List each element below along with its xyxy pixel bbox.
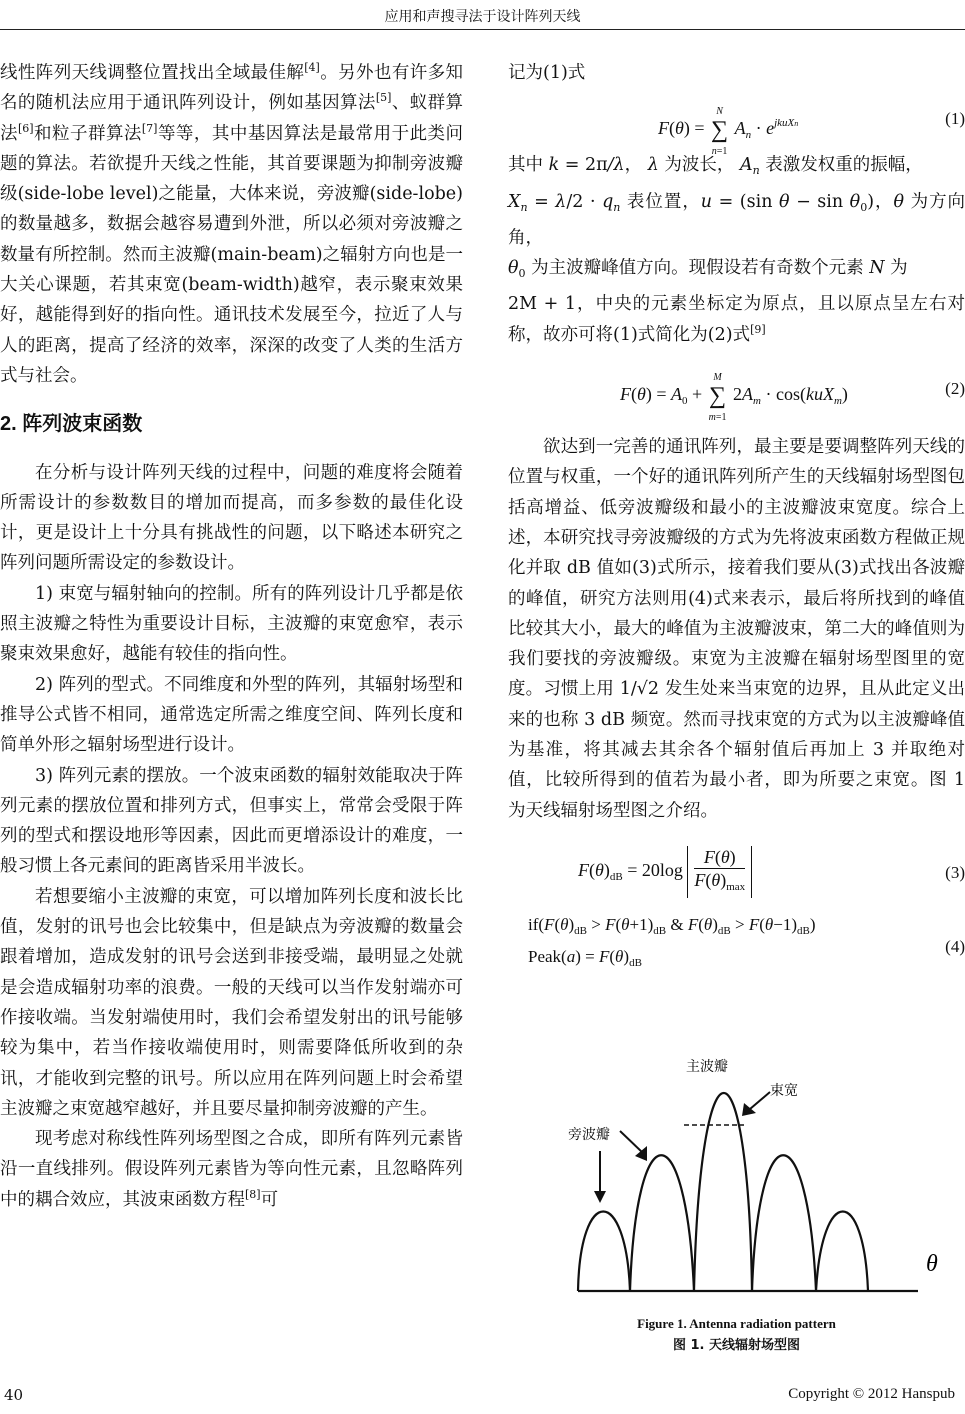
arrow-diagonal — [750, 1092, 770, 1109]
equation-4: $if(F(\theta)_{dB} > F(\theta+1)_{dB}$ & $F(\theta)_{dB} > F(\theta-1)_{dB}$) Peak(a) = $F(\theta)_{dB}$ (4) — [528, 914, 965, 969]
paragraph: $\theta_0$ 为主波瓣峰值方向。现假设若有奇数个元素 N 为 — [508, 258, 908, 281]
paragraph: 现考虑对称线性阵列场型图之合成，即所有阵列元素皆沿一直线排列。假设阵列元素皆为等向性元素，且忽略阵列中的耦合效应，其波束函数方程[8]可 — [0, 1129, 463, 1210]
paragraph: 1) 束宽与辐射轴向的控制。所有的阵列设计几乎都是依照主波瓣之特性为重要设计目标，主波瓣的束宽愈窄，表示聚束效果愈好，越能有较佳的指向性。 — [0, 583, 463, 665]
radiation-pattern-figure — [508, 1045, 965, 1355]
paragraph: 线性阵列天线调整位置找出全域最佳解[4]。另外也有许多知名的随机法应用于通讯阵列设计，例如基因算法[5]、蚁群算法[6]和粒子群算法[7]等等，其中基因算法是最常用于此类问题的算法。若欲提升天线之性能，其首要课题为抑制旁波瓣级(side-lobe level)之能量，大体来说，旁波瓣(side-lobe)的数量越多，数据会越容易遭到外泄，所以必须对旁波瓣之数量有所控制。然而主波瓣(main-beam)之辐射方向也是一大关心课题，若其束宽(beam-width)越窄，表示聚束效果好，越能得到好的指向性。通讯技术发展至今，拉近了人与人的距离，提高了经济的效率，深深的改变了人类的生活方式与社会。 — [0, 61, 464, 386]
paragraph: 若想要缩小主波瓣的束宽，可以增加阵列长度和波长比值，发射的讯号也会比较集中，但是缺点为旁波瓣的数量会跟着增加，造成发射的讯号会送到非接受端，最明显之处就是会造成辐射功率的浪费。一般的天线可以当作发射端亦可作接收端。当发射端使用时，我们会希望发射出的讯号能够较为集中，若当作接收端使用时，则需要降低所收到的杂讯，才能收到完整的讯号。所以应用在阵列问题上时会希望主波瓣之束宽越窄越好，并且要尽量抑制旁波瓣的产生。 — [0, 886, 463, 1119]
paragraph: 3) 阵列元素的摆放。一个波束函数的辐射效能取决于阵列元素的摆放位置和排列方式，但事实上，常常会受限于阵列的型式和摆设地形等因素，因此而更增添设计的难度，一般习惯上各元素间的距离皆采用半波长。 — [0, 765, 463, 877]
citation[interactable]: [7] — [141, 121, 158, 135]
figure-caption-en: Figure 1. Antenna radiation pattern — [637, 1316, 836, 1331]
running-header: 应用和声搜寻法于设计阵列天线 — [384, 9, 581, 25]
main-lobe-label: 主波瓣 — [686, 1059, 728, 1075]
arrow-diagonal — [620, 1131, 643, 1153]
section-heading: 2. 阵列波束函数 — [0, 413, 143, 436]
figure-caption-zh: 图 1. 天线辐射场型图 — [672, 1338, 801, 1353]
fraction: 1/√2 — [619, 679, 660, 700]
equation-2: $F(\theta) = A_0 + M$ ∑ m=1 $2A_m \cdot \cos(kuX_m)$ (2) — [620, 372, 965, 424]
copyright: Copyright © 2012 Hanspub — [788, 1386, 955, 1402]
paragraph: 欲达到一完善的通讯阵列，最主要是要调整阵列天线的位置与权重，一个好的通讯阵列所产生的天线辐射场型图包括高增益、低旁波瓣级和最小的主波瓣波束宽度。综合上述，本研究找寻旁波瓣级的方式为先将波束函数方程做正规化并取 dB 值如(3)式所示，接着我们要从(3)式找出各波瓣的峰值，研究方法则用(4)式来表示，最后将所找到的峰值比较其大小，最大的峰值为主波瓣波束，第二大的峰值则为我们要找的旁波瓣级。束宽为主波瓣在辐射场型图里的宽度。习惯上用 1/√2 发生处来当束宽的边界，且从此定义出来的也称 3 dB 频宽。然而寻找束宽的方式为以主波瓣峰值为基准，将其减去其余各个辐射值后再加上 3 并取绝对值，比较所得到的值若为最小者，即为所要之束宽。图 1 为天线辐射场型图之介绍。 — [508, 437, 965, 821]
beam-width-label: 束宽 — [770, 1083, 798, 1099]
side-lobe-label: 旁波瓣 — [568, 1127, 610, 1143]
paragraph: 其中 k = 2π/λ， λ 为波长， $A_n$ 表激发权重的振幅， — [508, 155, 923, 178]
theta-axis-label: θ — [926, 1251, 938, 1277]
equation-3: $F(\theta)_{dB} = 20\log$ F(θ) $F(\theta)_{max}$ (3) — [508, 832, 965, 912]
citation[interactable]: [5] — [375, 91, 392, 105]
page-number: 40 — [4, 1386, 24, 1404]
side-lobe — [578, 1212, 630, 1292]
side-lobe — [630, 1155, 694, 1291]
left-column — [0, 58, 463, 1215]
arrowhead — [594, 1191, 606, 1203]
paragraph: 2M + 1，中央的元素坐标定为原点，且以原点呈左右对称，故亦可将(1)式简化为(2)式[9] — [508, 294, 965, 345]
citation[interactable]: [6] — [17, 121, 34, 135]
main-lobe — [694, 1093, 752, 1291]
paragraph: $X_n = \lambda/2 \cdot q_n$ 表位置，u = (sin $\theta - \sin \theta_0$)，θ 为方向角， — [508, 191, 965, 248]
citation[interactable]: [4] — [304, 61, 320, 75]
header-rule — [0, 29, 965, 30]
paragraph: 2) 阵列的型式。不同维度和外型的阵列，其辐射场型和推导公式皆不相同，通常选定所需之维度空间、阵列长度和简单外形之辐射场型进行设计。 — [0, 674, 463, 756]
right-column — [508, 58, 965, 982]
equation-1: F(θ) = N ∑ n=1 $A_n \cdot e^{jkuXn}$ (1) — [658, 106, 965, 158]
citation[interactable]: [9] — [750, 322, 766, 336]
citation[interactable]: [8] — [245, 1187, 261, 1201]
paragraph: 记为(1)式 — [508, 63, 586, 83]
paragraph: 在分析与设计阵列天线的过程中，问题的难度将会随着所需设计的参数数目的增加而提高，而多参数的最佳化设计，更是设计上十分具有挑战性的问题，以下略述本研究之阵列问题所需设定的参数设计。 — [0, 462, 463, 574]
side-lobe — [752, 1155, 816, 1291]
side-lobe — [816, 1212, 868, 1292]
